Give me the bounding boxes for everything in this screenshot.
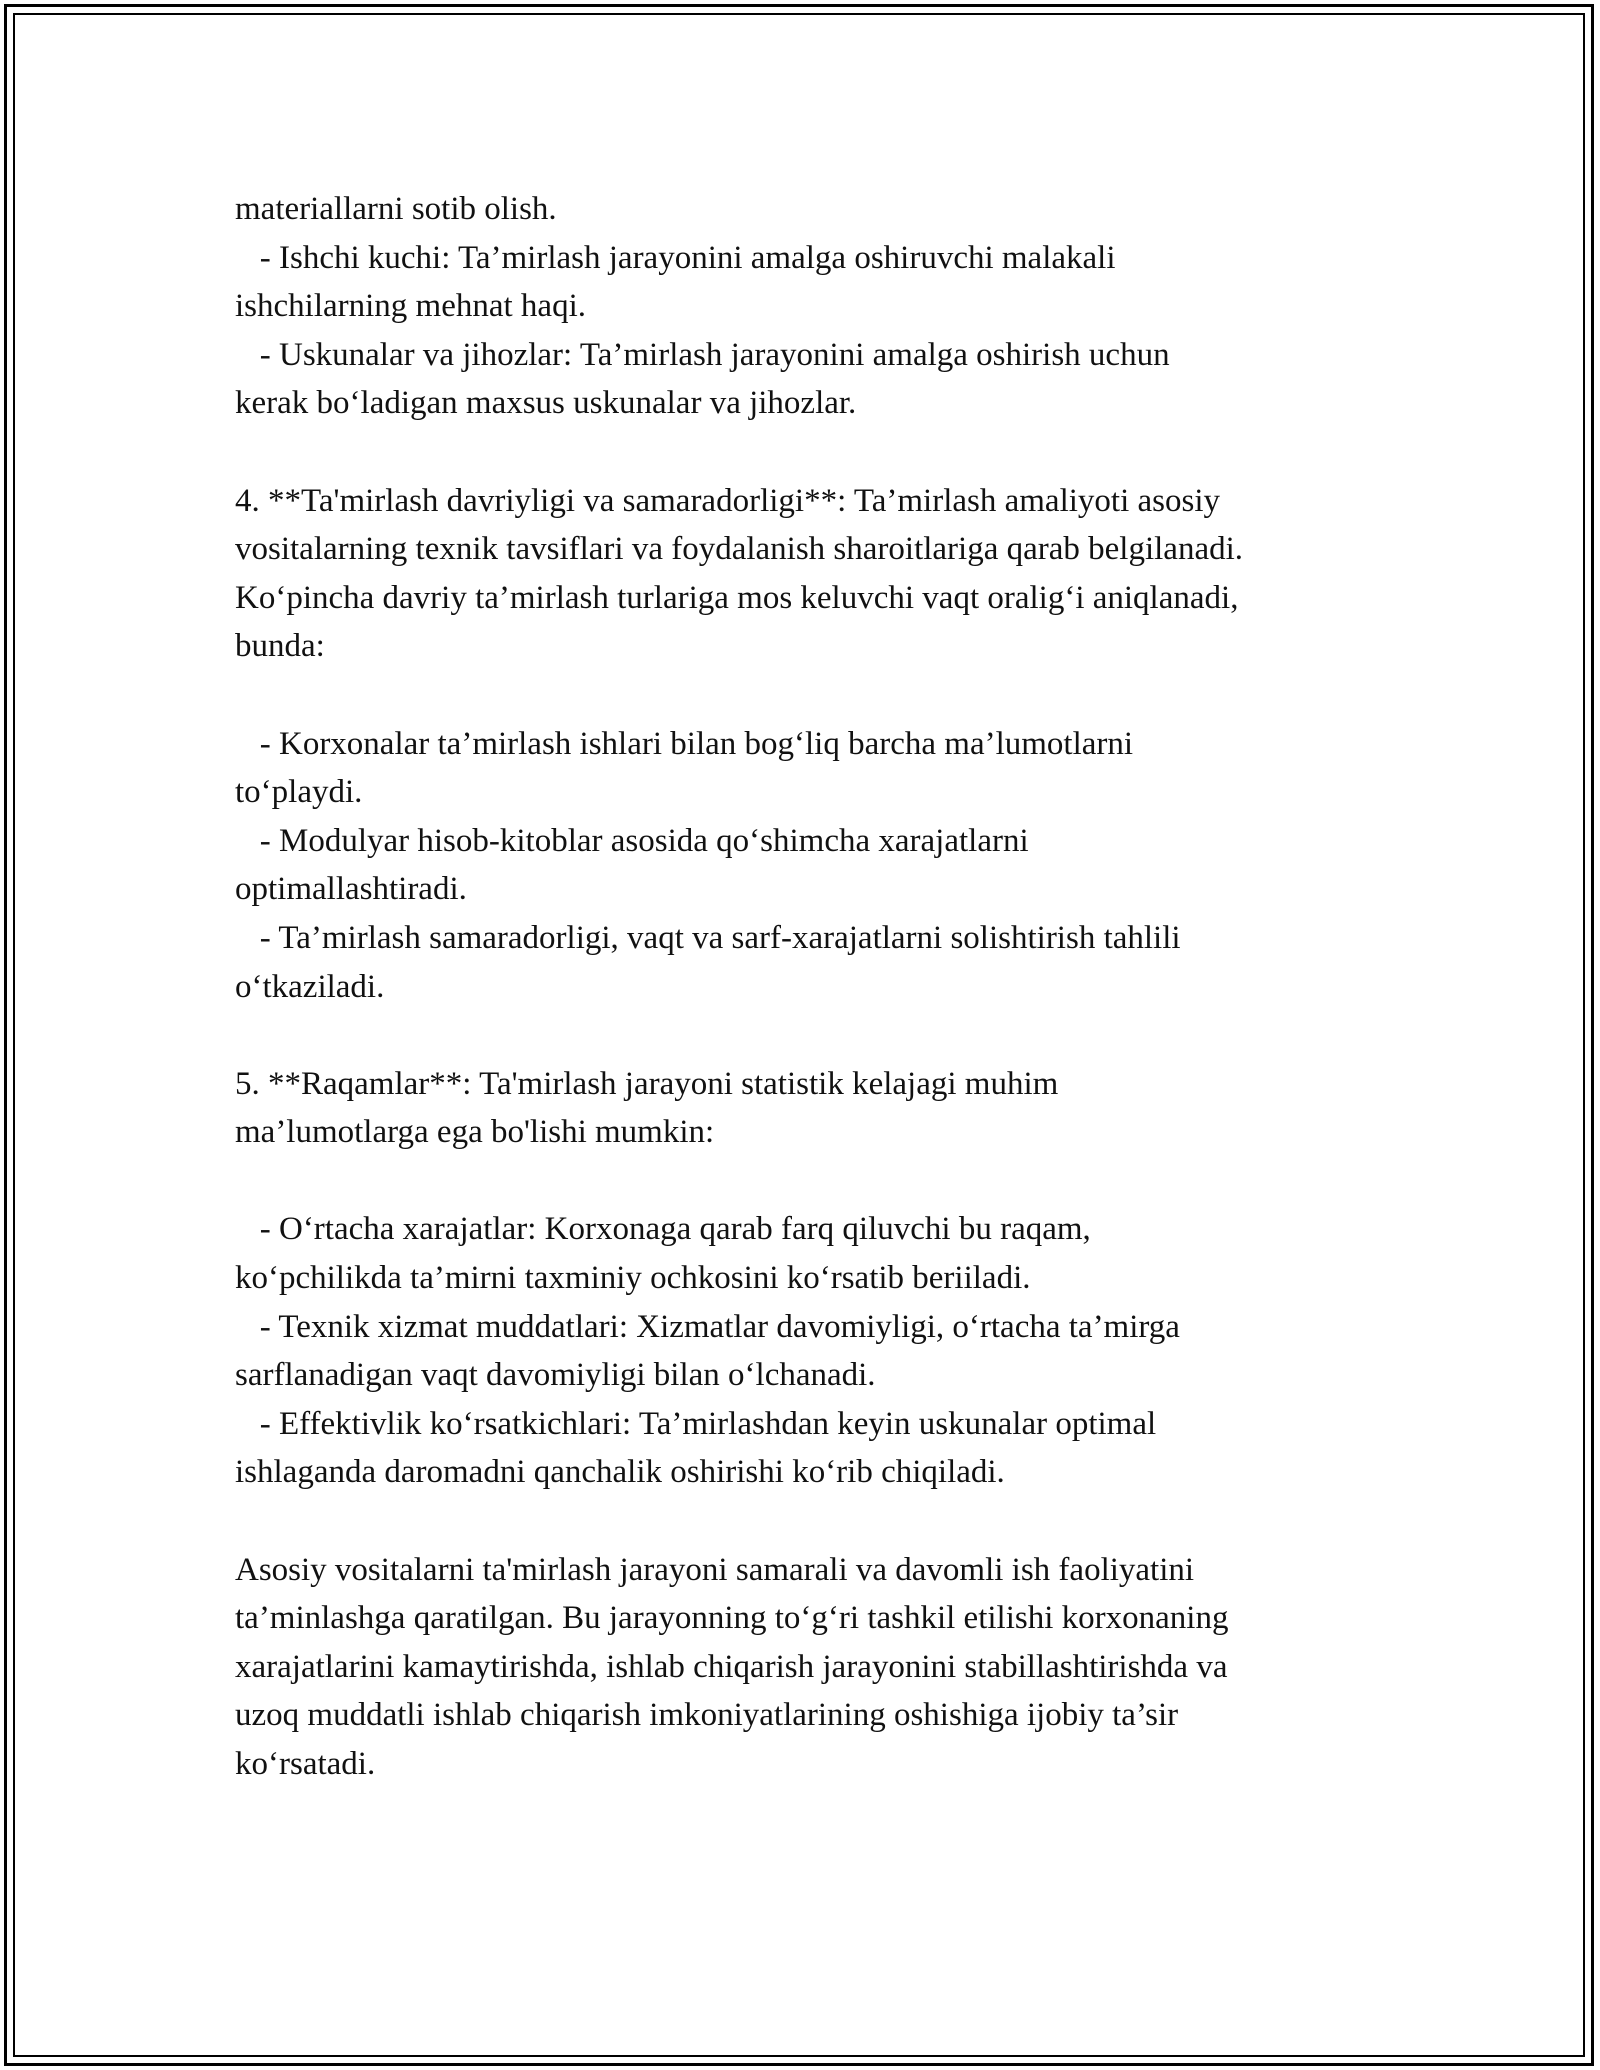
text-line: kerak bo‘ladigan maxsus uskunalar va jihozlar. bbox=[235, 385, 857, 422]
text-line: vositalarning texnik tavsiflari va foydalanish sharoitlariga qarab belgilanadi. bbox=[235, 531, 1244, 568]
text-line: - Modulyar hisob-kitoblar asosida qo‘shimcha xarajatlarni bbox=[235, 822, 1029, 859]
text-line: 4. **Ta'mirlash davriyligi va samaradorligi**: Ta’mirlash amaliyoti asosiy bbox=[235, 482, 1221, 519]
text-line: materiallarni sotib olish. bbox=[235, 191, 557, 227]
text-line: - Ta’mirlash samaradorligi, vaqt va sarf-xarajatlarni solishtirish tahlili bbox=[235, 919, 1181, 956]
text-line: ma’lumotlarga ega bo'lishi mumkin: bbox=[235, 1114, 715, 1151]
text-line: o‘tkaziladi. bbox=[235, 968, 385, 1005]
text-line: - O‘rtacha xarajatlar: Korxonaga qarab farq qiluvchi bu raqam, bbox=[235, 1211, 1091, 1248]
text-line: ta’minlashga qaratilgan. Bu jarayonning to‘g‘ri tashkil etilishi korxonaning bbox=[235, 1600, 1229, 1637]
document-body bbox=[235, 185, 1375, 1789]
text-line: Asosiy vositalarni ta'mirlash jarayoni samarali va davomli ish faoliyatini bbox=[235, 1551, 1195, 1588]
text-line: bunda: bbox=[235, 628, 325, 665]
text-line: sarflanadigan vaqt davomiyligi bilan o‘lchanadi. bbox=[235, 1357, 876, 1394]
blank-line bbox=[235, 671, 1375, 720]
text-line: 5. **Raqamlar**: Ta'mirlash jarayoni statistik kelajagi muhim bbox=[235, 1065, 1059, 1102]
text-line: Ko‘pincha davriy ta’mirlash turlariga mos keluvchi vaqt oralig‘i aniqlanadi, bbox=[235, 579, 1239, 616]
text-line: ko‘rsatadi. bbox=[235, 1746, 376, 1782]
text-line: ko‘pchilikda ta’mirni taxminiy ochkosini ko‘rsatib beriiladi. bbox=[235, 1260, 1031, 1297]
text-line: - Ishchi kuchi: Ta’mirlash jarayonini amalga oshiruvchi malakali bbox=[235, 239, 1116, 276]
text-line: ishchilarning mehnat haqi. bbox=[235, 288, 586, 325]
blank-line bbox=[235, 1157, 1375, 1206]
text-line: - Korxonalar ta’mirlash ishlari bilan bog‘liq barcha ma’lumotlarni bbox=[235, 725, 1134, 762]
blank-line bbox=[235, 428, 1375, 477]
text-line: ishlaganda daromadni qanchalik oshirishi ko‘rib chiqiladi. bbox=[235, 1454, 1005, 1491]
text-line: - Uskunalar va jihozlar: Ta’mirlash jarayonini amalga oshirish uchun bbox=[235, 336, 1170, 373]
text-line: to‘playdi. bbox=[235, 774, 363, 811]
text-line: optimallashtiradi. bbox=[235, 871, 467, 908]
text-line: uzoq muddatli ishlab chiqarish imkoniyatlarining oshishiga ijobiy ta’sir bbox=[235, 1697, 1179, 1734]
text-line: - Texnik xizmat muddatlari: Xizmatlar davomiyligi, o‘rtacha ta’mirga bbox=[235, 1308, 1180, 1345]
text-line: - Effektivlik ko‘rsatkichlari: Ta’mirlashdan keyin uskunalar optimal bbox=[235, 1405, 1157, 1442]
blank-line bbox=[235, 1011, 1375, 1060]
text-line: xarajatlarini kamaytirishda, ishlab chiqarish jarayonini stabillashtirishda va bbox=[235, 1648, 1228, 1685]
blank-line bbox=[235, 1497, 1375, 1546]
